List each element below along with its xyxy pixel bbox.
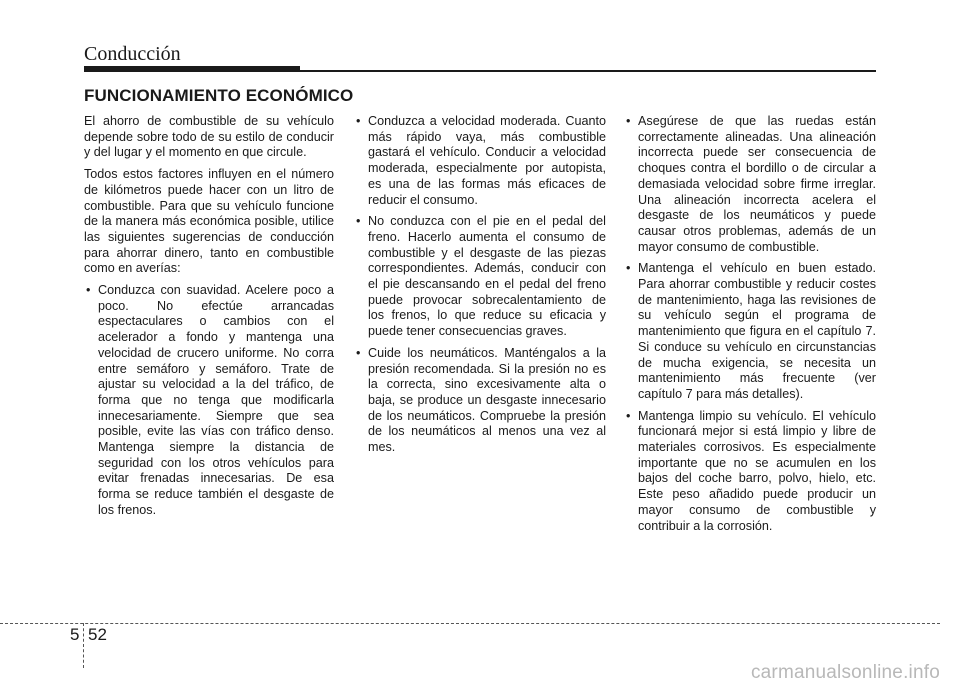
bullet-list [84,283,334,519]
paragraph: Todos estos factores influyen en el número de kilómetros puede hacer con un litro de combustible. Para que su vehículo funcione de la manera más económica posible, utilice las siguientes sugerencias de conducción para ahorrar dinero, tanto en combustible como en averías: [84,167,334,276]
paragraph: El ahorro de combustible de su vehículo depende sobre todo de su estilo de conducir y del lugar y el momento en que circule. [84,114,334,160]
page-number: 52 [88,625,107,644]
bullet-list [354,114,606,456]
text-column-1 [84,114,334,525]
list-item: • Conduzca a velocidad moderada. Cuanto más rápido vaya, más combustible gastará el vehículo. Conducir a velocidad moderada, especialmente por autopista, es una de las formas más eficaces de reducir el consumo. [354,114,606,208]
header-rule-thin [300,70,876,72]
footer-page-divider [83,623,84,668]
list-item: • Mantenga el vehículo en buen estado. Para ahorrar combustible y reducir costes de mantenimiento, haga las revisiones de su vehículo según el programa de mantenimiento que figura en el capítulo 7. Si conduce su vehículo en circunstancias de mucha exigencia, se necesita un mantenimiento más frecuente (ver capítulo 7 para más detalles). [624,261,876,402]
list-item: • Mantenga limpio su vehículo. El vehículo funcionará mejor si está limpio y libre de materiales corrosivos. Es especialmente importante que no se acumulen en los bajos del coche barro, polvo, hielo, etc. Este peso añadido puede producir un mayor consumo de combustible y contribuir a la corrosión. [624,409,876,535]
list-item: • Conduzca con suavidad. Acelere poco a poco. No efectúe arrancadas espectaculares o cambios con el acelerador a fondo y mantenga una velocidad de crucero uniforme. No corra entre semáforo y semáforo. Trate de ajustar su velocidad a la del tráfico, de forma que no tenga que modificarla innecesariamente. Siempre que sea posible, evite las vías con tráfico denso. Mantenga siempre la distancia de seguridad con los otros vehículos para evitar frenadas innecesarias. De esa forma se reduce también el desgaste de los frenos. [84,283,334,519]
list-item: • No conduzca con el pie en el pedal del freno. Hacerlo aumenta el consumo de combustible y el desgaste de las piezas correspondientes. Además, conducir con el pie descansando en el pedal del freno puede provocar sobrecalentamiento de los frenos, lo que reduce su eficacia y puede tener consecuencias graves. [354,214,606,340]
header-rule-thick [84,66,300,72]
text-column-2 [354,114,606,462]
list-item: • Cuide los neumáticos. Manténgalos a la presión recomendada. Si la presión no es la correcta, sino excesivamente alta o baja, se produce un desgaste innecesario de los neumáticos. Compruebe la presión de los neumáticos al menos una vez al mes. [354,346,606,456]
chapter-number: 5 [70,625,80,644]
footer-divider [0,623,940,624]
chapter-title: Conducción [84,43,181,65]
bullet-list [624,114,876,534]
text-column-3 [624,114,876,540]
section-title: FUNCIONAMIENTO ECONÓMICO [84,86,354,105]
list-item: • Asegúrese de que las ruedas están correctamente alineadas. Una alineación incorrecta puede ser consecuencia de choques contra el bordillo o de circular a demasiada velocidad sobre firme irreglar. Una alineación incorrecta acelera el desgaste de los neumáticos y puede causar otros problemas, además de un mayor consumo de combustible. [624,114,876,255]
watermark-link[interactable]: carmanualsonline.info [750,662,940,683]
